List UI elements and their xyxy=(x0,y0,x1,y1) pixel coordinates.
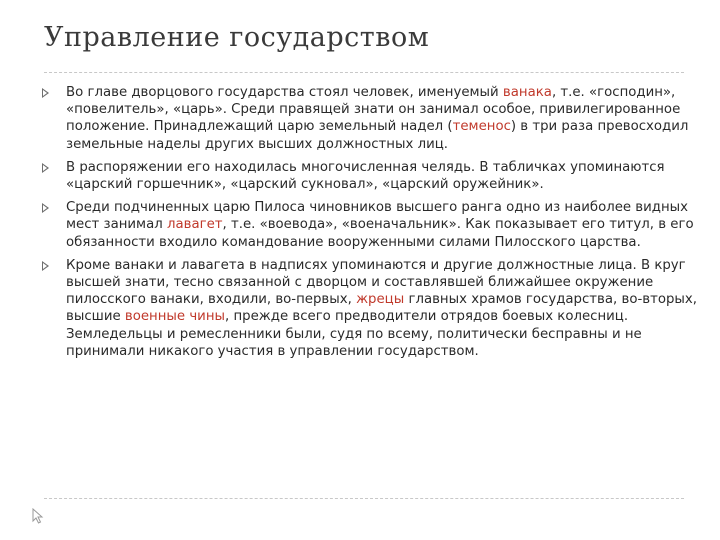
title-divider xyxy=(44,72,684,73)
highlight-term-vanaka: ванака xyxy=(502,85,552,100)
bullet-text: ) в три раза превосходил земельные наделы других высших должностных лиц. xyxy=(66,119,689,152)
bullet-item-3 xyxy=(40,199,710,251)
bullet-item-1 xyxy=(40,84,710,153)
footer-divider xyxy=(44,498,684,499)
triangle-bullet-icon xyxy=(42,88,49,98)
bullet-item-2 xyxy=(40,159,710,193)
bullet-text: Во главе дворцового государства стоял человек, именуемый xyxy=(66,85,503,100)
bullet-text: , т.е. «господин», «повелитель», «царь». Среди правящей знати он занимал особое, привилегированное положение. Принадлежащий царю земельный надел ( xyxy=(66,85,681,135)
bullet-text: Среди подчиненных царю Пилоса чиновников высшего ранга одно из наиболее видных мест занимал xyxy=(66,200,689,233)
highlight-term-temenos: теменос xyxy=(452,119,511,135)
highlight-term-lavaget: лавагет xyxy=(166,217,223,233)
bullet-text: , т.е. «воевода», «военачальник». Как показывает его титул, в его обязанности входило командование вооруженными силами Пилосского царства. xyxy=(66,217,694,250)
triangle-bullet-icon xyxy=(42,261,49,271)
bullet-text: Кроме ванаки и лавагета в надписях упоминаются и другие должностные лица. В круг высшей знати, тесно связанной с дворцом и составлявшей ближайшее окружение пилосского ванаки, входили, во-первых, xyxy=(66,257,686,308)
triangle-bullet-icon xyxy=(42,203,49,213)
highlight-term-priests: жрецы xyxy=(356,292,405,308)
bullet-item-4 xyxy=(40,257,710,360)
bullet-text: главных храмов государства, во-вторых, высшие xyxy=(66,292,698,325)
bullet-text: , прежде всего предводители отрядов боевых колесниц. Земледельцы и ремесленники были, судя по всему, политически бесправны и не принимали никакого участия в управлении государством. xyxy=(66,309,642,359)
highlight-term-military-ranks: военные чины xyxy=(124,309,226,325)
triangle-bullet-icon xyxy=(42,163,49,173)
bullet-list xyxy=(40,84,710,366)
slide-title: Управление государством xyxy=(44,22,430,53)
cursor-arrow-icon xyxy=(32,508,46,524)
bullet-text: В распоряжении его находилась многочисленная челядь. В табличках упоминаются «царский горшечник», «царский сукновал», «царский оружейник». xyxy=(66,159,665,193)
